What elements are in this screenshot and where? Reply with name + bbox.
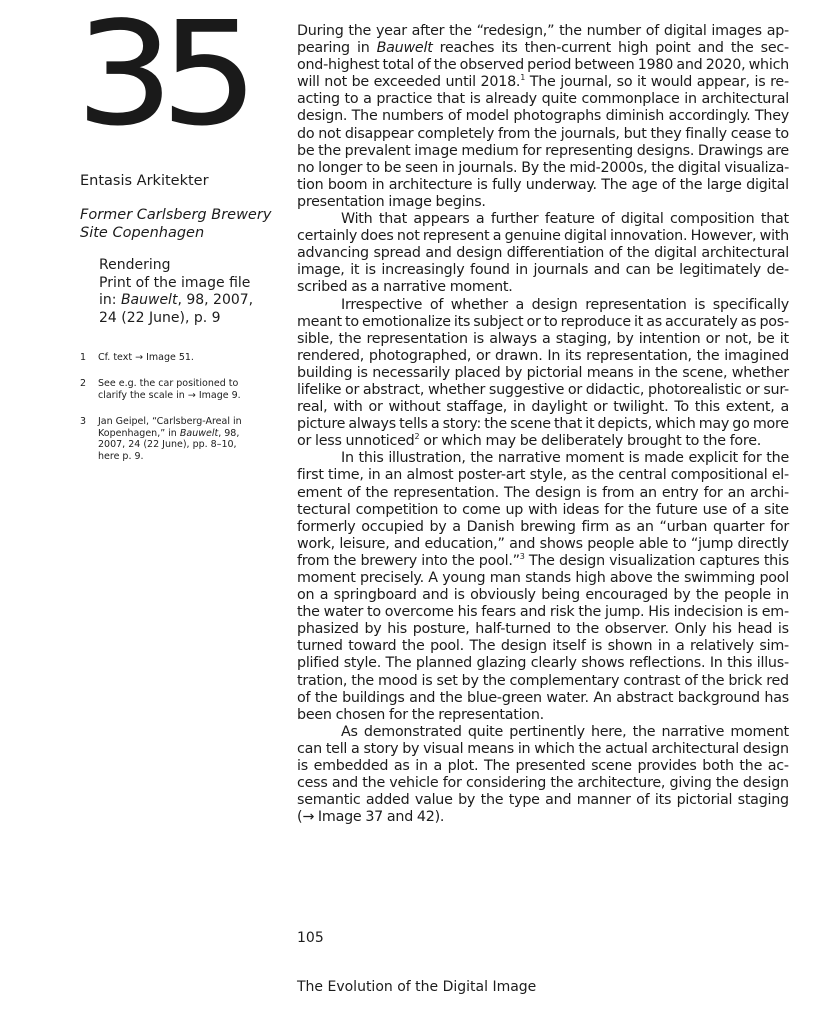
page-number: 105	[297, 930, 324, 946]
body-line: presentation image begins.	[297, 193, 486, 210]
body-line: no longer to be seen in journals. By the mid-2000s, the digital visualiza-	[297, 159, 789, 176]
body-line: Irrespective of whether a design representation is specifically	[341, 296, 789, 313]
body-line: picture always tells a story: the scene that it depicts, which may go more	[297, 416, 789, 433]
body-line: sible, the representation is always a staging, by intention or not, be it	[297, 330, 789, 347]
body-line: ement of the representation. The design is from an entry for an archi-	[297, 484, 789, 501]
body-line: formerly occupied by a Danish brewing firm as an “urban quarter for	[297, 518, 789, 535]
caption-line: Print of the image file	[99, 274, 251, 291]
body-line: from the brewery into the pool.”$^3$ The design visualization captures this	[297, 551, 789, 569]
footnote-line: See e.g. the car positioned to	[98, 378, 239, 389]
body-line: image, it is increasingly found in journals and can be legitimately de-	[297, 262, 789, 279]
footnote-line: Cf. text → Image 51.	[98, 352, 194, 363]
body-line: rendered, photographed, or drawn. In its representation, the imagined	[297, 347, 789, 364]
body-line: tectural competition to come up with ideas for the future use of a site	[297, 501, 789, 518]
body-line: In this illustration, the narrative moment is made explicit for the	[341, 450, 789, 467]
body-line: will not be exceeded until 2018.$^1$ The journal, so it would appear, is re-	[297, 73, 789, 91]
body-line: the water to overcome his fears and risk the jump. His indecision is em-	[297, 604, 789, 621]
body-line: phasized by his posture, half-turned to the observer. Only his head is	[297, 621, 789, 638]
body-line: certainly does not represent a genuine digital innovation. However, with	[297, 228, 789, 245]
footnote-line: Kopenhagen,” in Bauwelt, 98,	[98, 427, 240, 439]
image-caption	[99, 257, 289, 327]
body-line: scribed as a narrative moment.	[297, 279, 513, 296]
body-line: meant to emotionalize its subject or to reproduce it as accurately as pos-	[297, 313, 789, 330]
body-line: is embedded as in a plot. The presented scene provides both the ac-	[297, 758, 789, 775]
body-line: advancing spread and design differentiation of the digital architectural	[297, 245, 789, 262]
footnote-line: clarify the scale in → Image 9.	[98, 389, 241, 401]
body-line: on a springboard and is obviously being encouraged by the people in	[297, 587, 789, 604]
body-line: lifelike or abstract, whether suggestive or didactic, photorealistic or sur-	[297, 381, 789, 398]
body-line: building is necessarily placed by pictorial means in the scene, whether	[297, 364, 789, 381]
body-line: moment precisely. A young man stands high above the swimming pool	[297, 570, 789, 586]
project-title	[80, 206, 280, 242]
body-text	[297, 23, 789, 826]
body-line: plified style. The planned glazing clearly shows reflections. In this illus-	[297, 655, 789, 672]
body-line: first time, in an almost poster-art style, as the central compositional el-	[297, 467, 789, 484]
body-line: With that appears a further feature of digital composition that	[341, 211, 789, 228]
running-title: The Evolution of the Digital Image	[297, 979, 537, 995]
body-line: (→ Image 37 and 42).	[297, 809, 445, 826]
body-line: do not disappear completely from the journals, but they finally cease to	[297, 125, 789, 142]
body-line: tion boom in architecture is fully underway. The age of the large digital	[297, 176, 789, 193]
footnote-number: 1	[80, 352, 87, 363]
body-line: tration, the mood is set by the complementary contrast of the brick red	[297, 672, 789, 689]
footnote-number: 3	[80, 416, 87, 427]
body-line: can tell a story by visual means in which the actual architectural design	[297, 740, 789, 757]
body-line: acting to a practice that is already quite commonplace in architectural	[297, 91, 789, 108]
caption-line: in: Bauwelt, 98, 2007,	[99, 292, 254, 308]
body-line: semantic added value by the type and manner of its pictorial staging	[297, 792, 789, 809]
body-line: As demonstrated quite pertinently here, the narrative moment	[341, 723, 789, 740]
body-line: or less unnoticed$^2$ or which may be deliberately brought to the fore.	[297, 432, 762, 450]
entry-number: 35	[76, 0, 246, 157]
footnote-number: 2	[80, 378, 87, 389]
body-line: design. The numbers of model photographs diminish accordingly. They	[297, 108, 789, 125]
body-line: of the buildings and the blue-green water. An abstract background has	[297, 689, 789, 706]
body-line: turned toward the pool. The design itself is shown in a relatively sim-	[297, 638, 789, 655]
footnote-line: here p. 9.	[98, 450, 144, 462]
architect-name: Entasis Arkitekter	[80, 173, 209, 189]
footnote-line: 2007, 24 (22 June), pp. 8–10,	[98, 439, 237, 450]
footnote-line: Jan Geipel, “Carlsberg-Areal in	[98, 416, 242, 427]
project-title-line: Former Carlsberg Brewery	[80, 207, 272, 223]
body-line: real, with or without staffage, in daylight or twilight. To this extent, a	[297, 399, 789, 416]
body-line: work, leisure, and education,” and shows people able to “jump directly	[297, 535, 789, 552]
body-line: been chosen for the representation.	[297, 706, 544, 723]
project-title-line: Site Copenhagen	[80, 225, 205, 241]
body-line: cess and the vehicle for considering the architecture, giving the design	[297, 775, 789, 792]
caption-line: Rendering	[99, 257, 171, 273]
caption-line: 24 (22 June), p. 9	[99, 309, 221, 326]
body-line: be the prevalent image medium for representing designs. Drawings are	[297, 142, 789, 159]
body-line: During the year after the “redesign,” the number of digital images ap-	[297, 23, 789, 39]
body-line: pearing in Bauwelt reaches its then-current high point and the sec-	[297, 40, 789, 57]
body-line: ond-highest total of the observed period between 1980 and 2020, which	[297, 57, 789, 74]
